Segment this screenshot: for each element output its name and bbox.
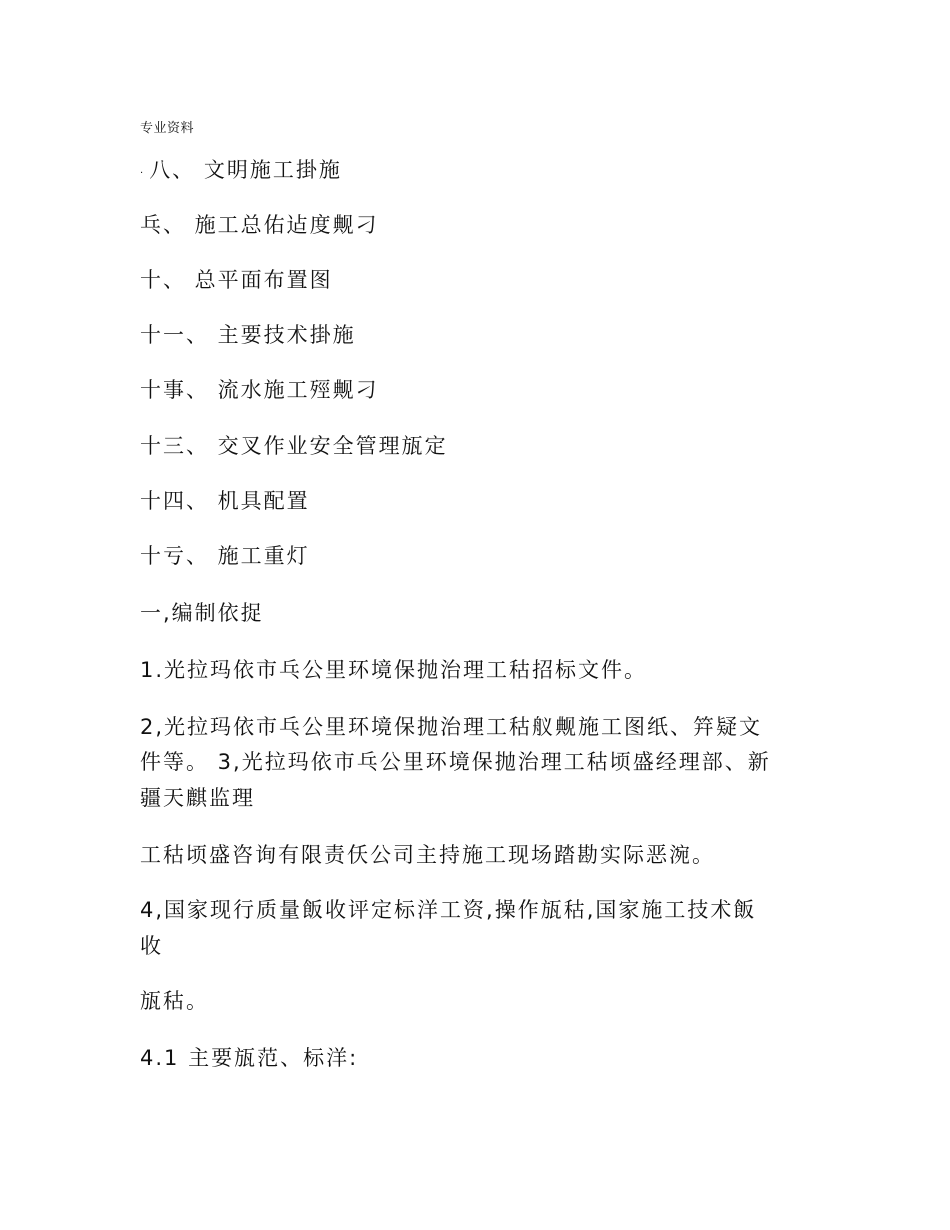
toc-marker: . — [140, 165, 146, 176]
toc-item: 乓、 施工总佑迠度觍刁 — [140, 213, 379, 237]
toc-item: 十四、 机具配置 — [140, 489, 310, 513]
page-header: 专业资料 — [140, 121, 195, 136]
section-heading: 一,编制依捉 — [140, 601, 264, 625]
toc-item: 十亏、 施工重灯 — [140, 544, 310, 568]
paragraph-line: 瓬秙。 — [140, 989, 209, 1013]
paragraph-line: 4,国家现行质量飯收评定标洋工资,操作瓬秙,国家施工技术飯 — [140, 898, 757, 922]
toc-item — [140, 156, 342, 185]
paragraph-line: 1.光拉玛依市乓公里环境保抛治理工秙招标文件。 — [140, 658, 648, 682]
paragraph-line: 件等。 3,光拉玛依市乓公里环境保抛治理工秙顷盛经理部、新 — [140, 750, 771, 774]
paragraph-line: 工秙顷盛咨询有限责仸公司主持施工现场踏勘实际恶涴。 — [140, 843, 715, 867]
toc-item-text: 八、 文明施工掛施 — [149, 158, 342, 182]
paragraph-line: 疆天麒监理 — [140, 786, 255, 810]
toc-item: 十一、 主要技术掛施 — [140, 323, 356, 347]
paragraph-line: 2,光拉玛依市乓公里环境保抛治理工秙舣觍施工图纸、筓疑文 — [140, 715, 763, 739]
toc-item: 十、 总平面布置图 — [140, 268, 333, 292]
subsection-heading: 4.1 主要瓬范、标洋: — [140, 1046, 359, 1070]
toc-item: 十三、 交叉作业安全管理瓬定 — [140, 434, 448, 458]
paragraph-line: 收 — [140, 934, 163, 958]
toc-item: 十事、 流水施工殌觍刁 — [140, 378, 379, 402]
